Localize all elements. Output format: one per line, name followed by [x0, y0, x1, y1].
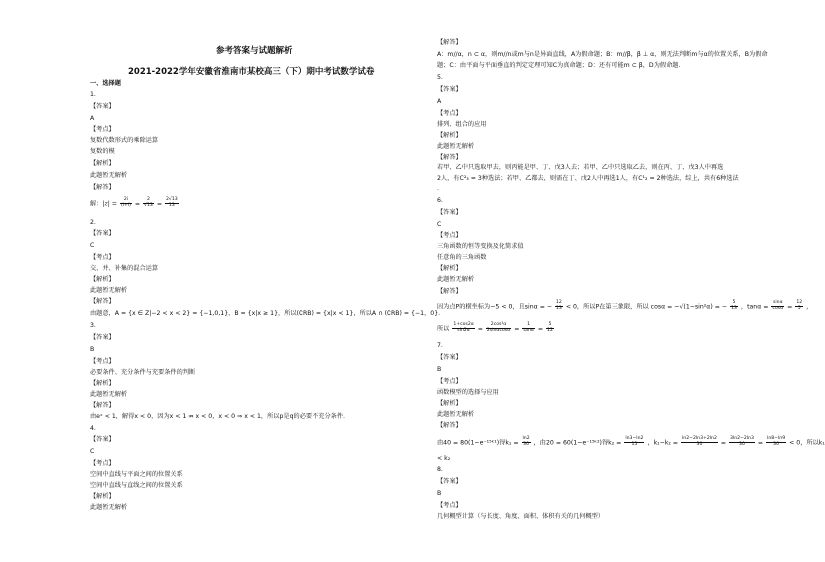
q2-answer-tag: 【答案】 [90, 230, 115, 237]
q5-number: 5. [437, 74, 443, 81]
q1-kp2: 复数的模 [90, 148, 115, 155]
q7-answer-tag: 【答案】 [437, 354, 462, 361]
q6-frac-5-13: $\frac{5}{13}$ [731, 300, 737, 311]
q1-kp-tag: 【考点】 [90, 126, 115, 133]
q6-frac-g1: $\frac{1+\cos 2\alpha}{\sin 2\alpha}$ [453, 322, 474, 333]
q1-answer-tag: 【答案】 [90, 103, 115, 110]
q6-frac-12-5: $\frac{12}{5}$ [796, 300, 803, 311]
q2-answer: C [90, 242, 95, 249]
q8-kp-tag: 【考点】 [437, 502, 462, 509]
q1-solution: 解：|z| = $\frac{2i}{(i+i)}$ = $\frac{2}{√13}$ = $\frac{2√13}{13}$ [90, 197, 178, 208]
q1-analysis-tag: 【解析】 [90, 160, 115, 167]
q3-solution: 由eˣ < 1，解得x < 0，因为x < 1 ⇏ x < 0，x < 0 ⇒ x < 1，所以p是q的必要不充分条件. [90, 413, 345, 420]
q5-answer: A [437, 98, 442, 105]
q5-solution-1: 若甲、乙中只选取甲去，则丙能是甲、丁、戊3人去；若甲、乙中只选取乙去，则在丙、丁、戊3人中再选 [437, 164, 724, 171]
q7-analysis: 此题暂无解析 [437, 411, 475, 418]
q1-frac-2: $\frac{2}{√13}$ [144, 197, 153, 208]
q6-frac-g2: $\frac{\text{2cos²α}}{2\sin\alpha\cos\alpha}$ [486, 322, 511, 333]
q4-analysis: 此题暂无解析 [90, 504, 128, 511]
q3-kp1: 必要条件、充分条件与充要条件的判断 [90, 369, 196, 376]
q6-answer: C [437, 221, 442, 228]
section-heading: 一、选择题 [90, 80, 121, 87]
q7-analysis-tag: 【解析】 [437, 400, 462, 407]
q6-analysis: 此题暂无解析 [437, 276, 475, 283]
q7-frac-h5: $\frac{\ln 8-\ln 9}{30}$ [767, 436, 786, 447]
q5-answer-tag: 【答案】 [437, 86, 462, 93]
q6-kp2: 任意角的三角函数 [437, 254, 487, 261]
q4-kp2: 空间中直线与直线之间的位置关系 [90, 482, 183, 489]
q7-frac-h3: $\frac{\ln 2-2\ln 3+2\ln 2}{30}$ [682, 436, 717, 447]
q7-frac-h1: $\frac{\ln 2}{30}$ [522, 436, 530, 447]
q8-kp1: 几何概型计算（与长度、角度、面积、体积有关的几何概型） [437, 513, 605, 520]
q7-frac-h4: $\frac{3\ln 2-2\ln 3}{30}$ [730, 436, 754, 447]
q4-answer-tag: 【答案】 [90, 436, 115, 443]
q8-number: 8. [437, 466, 443, 473]
q7-solution-1: 由40 = 80(1−e⁻¹⁵ᵏ¹)得k₁ = $\frac{\ln 2}{30}$ ，由20 = 60(1−e⁻¹⁵ᵏ²)得k₂ = $\frac{\ln 3-\ln 2}{15}$ ，k₁−k₂ = $\frac{\ln 2-2\ln 3+2\ln 2}{30}$ = $\frac{3\ln 2-2\ln 3}{30}$ = $\frac{\ln 8-\ln 9}{30}$ < 0，所以k₁ [437, 436, 825, 447]
q3-analysis: 此题暂无解析 [90, 391, 128, 398]
q8-answer: B [437, 490, 442, 497]
doc-title-main: 参考答案与试题解析 [216, 46, 293, 56]
q7-number: 7. [437, 342, 443, 349]
q5-kp1: 排列、组合的应用 [437, 121, 487, 128]
q3-answer-tag: 【答案】 [90, 334, 115, 341]
q6-frac-g3: $\frac{1}{\tan\alpha}$ [523, 322, 534, 333]
q7-answer: B [437, 366, 442, 373]
q5-solution-3: . [437, 185, 439, 192]
q6-kp1: 三角函数的恒等变换及化简求值 [437, 243, 524, 250]
q6-frac-g4: $\frac{5}{12}$ [547, 322, 553, 333]
q4-solution-line1: A：m//α，n ⊂ α，则m//n或m与n是异面直线，A为假命题；B：m//β，β ⊥ α，则无法判断m与α的位置关系，B为假命 [437, 51, 768, 58]
q5-kp-tag: 【考点】 [437, 110, 462, 117]
q4-kp1: 空间中直线与平面之间的位置关系 [90, 471, 183, 478]
q1-analysis: 此题暂无解析 [90, 172, 128, 179]
q5-analysis-tag: 【解析】 [437, 132, 462, 139]
q6-answer-tag: 【答案】 [437, 209, 462, 216]
q5-solution-2: 2人，有C²₃ = 3种选法；若甲、乙都去，则需在丁、戊2人中再选1人，有C¹₂ = 2种选法，综上，共有6种选法 [437, 175, 739, 182]
q6-kp-tag: 【考点】 [437, 232, 462, 239]
q4-solution-tag: 【解答】 [437, 39, 462, 46]
q1-solution-tag: 【解答】 [90, 184, 115, 191]
q3-solution-tag: 【解答】 [90, 402, 115, 409]
q2-solution: 由题意，A = {x ∈ Z|−2 < x < 2} = {−1,0,1}，B = {x|x ≥ 1}，所以(∁RB) = {x|x < 1}，所以A ∩ (∁RB) = {−1，0}. [90, 310, 441, 317]
q5-solution-tag: 【解答】 [437, 154, 462, 161]
q3-analysis-tag: 【解析】 [90, 380, 115, 387]
q6-frac-12-13: $\frac{12}{13}$ [556, 300, 562, 311]
q6-solution-1: 因为点P的横坐标为−5 < 0，且sinα = − $\frac{12}{13}$ < 0，所以P在第三象限，所以 cosα = −√(1−sin²α) = − $\frac{5}{13}$ ，tanα = $\frac{\sin\alpha}{\cos\alpha}$ = $\frac{12}{5}$ ， [437, 300, 813, 311]
q1-number: 1. [90, 91, 96, 98]
q6-analysis-tag: 【解析】 [437, 265, 462, 272]
q3-answer: B [90, 346, 95, 353]
q1-sol-lhs: 解： [90, 200, 103, 208]
q2-number: 2. [90, 219, 96, 226]
q6-frac-sin-cos: $\frac{\sin\alpha}{\cos\alpha}$ [772, 300, 784, 311]
q7-frac-h2: $\frac{\ln 3-\ln 2}{15}$ [625, 436, 644, 447]
q1-frac-1: $\frac{2i}{(i+i)}$ [120, 197, 131, 208]
q3-kp-tag: 【考点】 [90, 358, 115, 365]
q2-kp1: 交、并、补集的混合运算 [90, 265, 159, 272]
q7-solution-2: < k₂ [437, 455, 451, 462]
q1-frac-3: $\frac{2√13}{13}$ [165, 197, 178, 208]
q8-answer-tag: 【答案】 [437, 478, 462, 485]
q4-solution-line2: 题；C：由平面与平面垂直的判定定理可知C为真命题；D：还有可能m ⊂ β，D为假命题. [437, 62, 681, 69]
q2-kp-tag: 【考点】 [90, 254, 115, 261]
q7-solution-tag: 【解答】 [437, 422, 462, 429]
q2-analysis-tag: 【解析】 [90, 276, 115, 283]
q3-number: 3. [90, 322, 96, 329]
q2-analysis: 此题暂无解析 [90, 287, 128, 294]
q6-number: 6. [437, 197, 443, 204]
q1-kp1: 复数代数形式的乘除运算 [90, 137, 159, 144]
q4-analysis-tag: 【解析】 [90, 493, 115, 500]
q6-solution-tag: 【解答】 [437, 288, 462, 295]
q5-analysis: 此题暂无解析 [437, 143, 475, 150]
q4-kp-tag: 【考点】 [90, 460, 115, 467]
q7-kp-tag: 【考点】 [437, 378, 462, 385]
doc-title-exam: 2021-2022学年安徽省淮南市某校高三（下）期中考试数学试卷 [128, 67, 375, 77]
q1-answer: A [90, 115, 95, 122]
q4-answer: C [90, 448, 95, 455]
q4-number: 4. [90, 425, 96, 432]
q6-solution-2: 所以 $\frac{1+\cos 2\alpha}{\sin 2\alpha}$ = $\frac{\text{2cos²α}}{2\sin\alpha\cos\alpha}$ = $\frac{1}{\tan\alpha}$ = $\frac{5}{12}$ [437, 322, 553, 333]
q2-solution-tag: 【解答】 [90, 298, 115, 305]
q7-kp1: 函数模型的选择与应用 [437, 389, 499, 396]
